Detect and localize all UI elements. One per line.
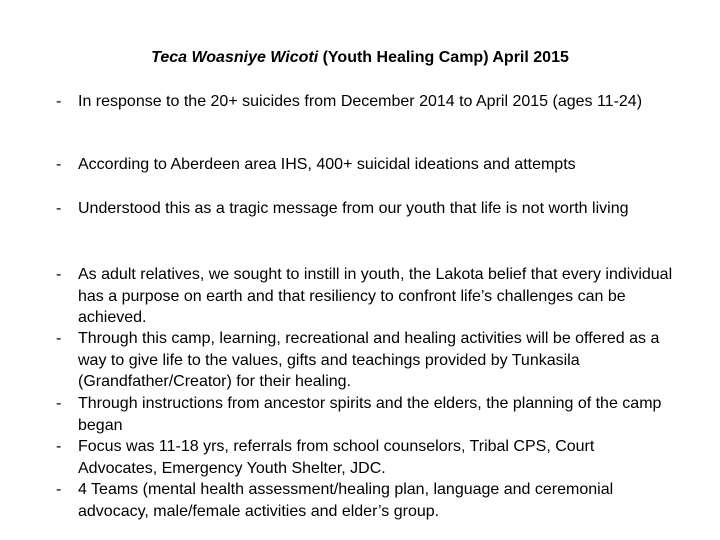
title-subtitle: (Youth Healing Camp) April 2015 (318, 49, 569, 66)
bullet-text: Understood this as a tragic message from our youth that life is not worth living (78, 200, 629, 217)
bullet-dash: - (56, 438, 62, 455)
bullet-text: Through this camp, learning, recreational and healing activities will be offered as a way to give life to the values, gifts and teachings provided by Tunkasila (Grandfather/Creator) for their healing. (78, 330, 660, 390)
bullet-dash: - (56, 266, 62, 283)
bullet-dash: - (56, 330, 62, 347)
bullet-dash: - (56, 156, 62, 173)
bullet-item (56, 479, 676, 522)
bullet-dash: - (56, 481, 62, 498)
bullet-dash: - (56, 395, 62, 412)
bullet-dash: - (56, 93, 62, 110)
bullet-text: As adult relatives, we sought to instill in youth, the Lakota belief that every individual has a purpose on earth and that resiliency to confront life’s challenges can be achieved. (78, 266, 673, 326)
bullet-text: In response to the 20+ suicides from December 2014 to April 2015 (ages 11-24) (78, 93, 643, 110)
bullet-item (56, 328, 676, 393)
bullet-item (56, 393, 676, 436)
bullet-item (56, 91, 676, 113)
bullet-item (56, 198, 676, 220)
bullet-item (56, 154, 676, 176)
page-title (0, 48, 720, 68)
bullet-item (56, 264, 676, 329)
bullet-dash: - (56, 200, 62, 217)
bullet-text: According to Aberdeen area IHS, 400+ suicidal ideations and attempts (78, 156, 576, 173)
bullet-item (56, 436, 676, 479)
bullet-text: 4 Teams (mental health assessment/healing plan, language and ceremonial advocacy, male/female activities and elder’s group. (78, 481, 614, 520)
bullet-text: Focus was 11-18 yrs, referrals from school counselors, Tribal CPS, Court Advocates, Emergency Youth Shelter, JDC. (78, 438, 595, 477)
bullet-text: Through instructions from ancestor spirits and the elders, the planning of the camp began (78, 395, 662, 434)
title-camp-name: Teca Woasniye Wicoti (151, 49, 319, 66)
